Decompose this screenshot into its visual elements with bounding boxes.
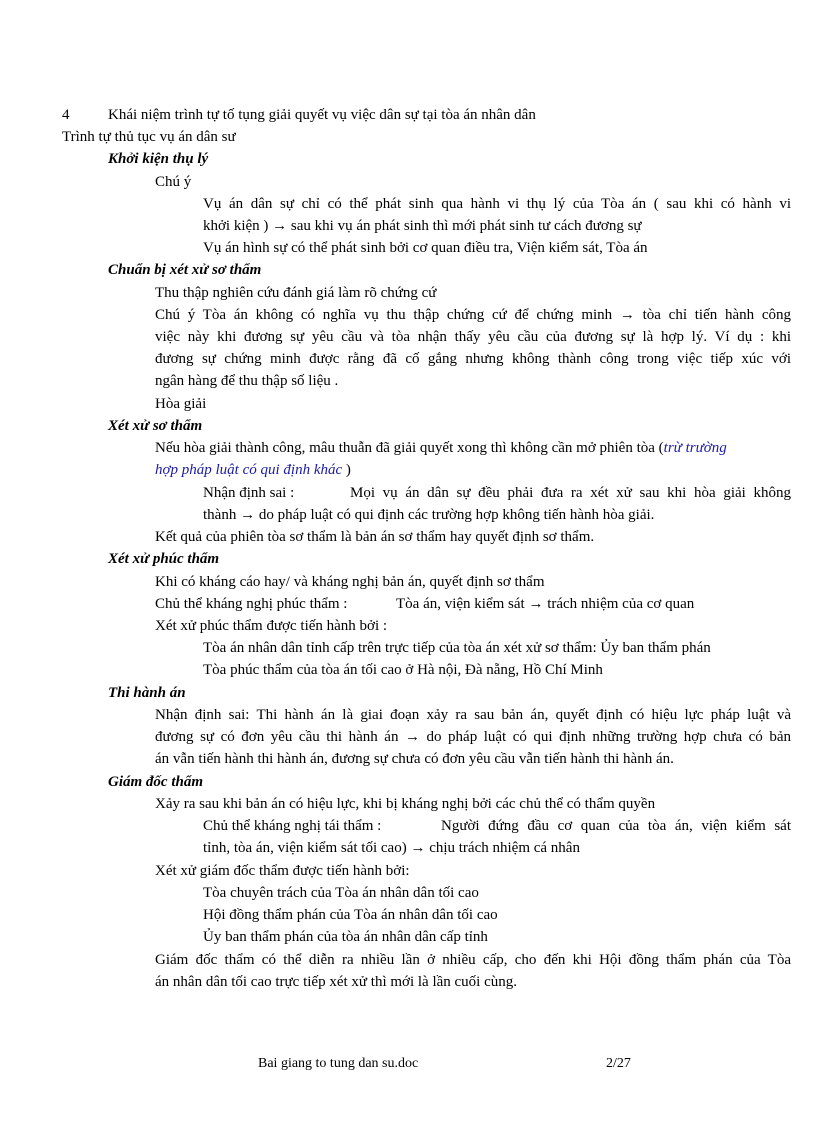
heading-khoi-kien: Khởi kiện thụ lý [108, 151, 209, 167]
paragraph-text: Nếu hòa giải thành công, mâu thuẫn đã giải quyết xong thì không cần mở phiên tòa ( [155, 440, 664, 456]
exception-note: hợp pháp luật có qui định khác [155, 462, 343, 478]
note-label: Chú ý [155, 174, 192, 190]
paragraph: Thu thập nghiên cứu đánh giá làm rõ chứng cứ [155, 285, 437, 301]
paragraph: Kết quả của phiên tòa sơ thẩm là bản án sơ thẩm hay quyết định sơ thẩm. [155, 529, 595, 545]
list-item: Tòa án nhân dân tỉnh cấp trên trực tiếp của tòa án xét xử sơ thẩm: Ủy ban thẩm phán [203, 640, 711, 656]
paragraph: Vụ án dân sự chỉ có thể phát sinh qua hành vi thụ lý của Tòa án ( sau khi có hành vi [203, 196, 791, 212]
paragraph: Xét xử giám đốc thẩm được tiến hành bởi: [155, 863, 410, 879]
heading-chuan-bi: Chuẩn bị xét xử sơ thẩm [108, 262, 262, 278]
paragraph: Xét xử phúc thẩm được tiến hành bởi : [155, 618, 388, 634]
paragraph: Mọi vụ án dân sự đều phải đưa ra xét xử sau khi hòa giải không [350, 485, 791, 501]
section-title: Khái niệm trình tự tố tụng giải quyết vụ việc dân sự tại tòa án nhân dân [108, 107, 536, 123]
paragraph: Người đứng đầu cơ quan của tòa án, viện kiểm sát [441, 818, 791, 834]
paragraph: đương sự chứng minh được rằng đã cố gắng nhưng không thành công trong việc tiếp xúc với [155, 351, 791, 367]
paragraph: án nhân dân tối cao trực tiếp xét xử thì mới là lần cuối cùng. [155, 974, 518, 990]
paragraph: đương sự có đơn yêu cầu thi hành án → do pháp luật có qui định những trường hợp chưa có bản [155, 729, 791, 745]
list-item: Ủy ban thẩm phán của tòa án nhân dân cấp tỉnh [203, 929, 488, 945]
paragraph: án vẫn tiến hành thi hành án, đương sự chưa có đơn yêu cầu vẫn tiến hành thi hành án. [155, 751, 674, 767]
heading-phuc-tham: Xét xử phúc thẩm [108, 551, 220, 567]
list-item: Tòa chuyên trách của Tòa án nhân dân tối cao [203, 885, 479, 901]
paragraph: Chú ý Tòa án không có nghĩa vụ thu thập chứng cứ để chứng minh → tòa chỉ tiến hành công [155, 307, 791, 323]
appeal-subject-label: Chủ thể kháng nghị phúc thẩm : [155, 596, 348, 612]
paragraph: Xảy ra sau khi bản án có hiệu lực, khi bị kháng nghị bởi các chủ thể có thẩm quyền [155, 796, 656, 812]
paragraph [155, 438, 727, 458]
heading-so-tham: Xét xử sơ thẩm [108, 418, 203, 434]
paragraph [155, 460, 351, 480]
wrong-statement-label: Nhận định sai : [203, 485, 295, 501]
list-item: Hội đồng thẩm phán của Tòa án nhân dân tối cao [203, 907, 498, 923]
retrial-subject-label: Chủ thể kháng nghị tái thẩm : [203, 818, 382, 834]
paragraph-text: ) [342, 462, 351, 478]
paragraph: Khi có kháng cáo hay/ và kháng nghị bản án, quyết định sơ thẩm [155, 574, 545, 590]
subtitle: Trình tự thủ tục vụ án dân sư [62, 129, 236, 145]
paragraph: Tòa án, viện kiểm sát → trách nhiệm của cơ quan [396, 596, 695, 612]
paragraph: việc này khi đương sự yêu cầu và tòa nhận thấy yêu cầu của đương sự là hợp lý. Ví dụ : khi [155, 329, 791, 345]
list-item: Tòa phúc thẩm của tòa án tối cao ở Hà nội, Đà nẵng, Hồ Chí Minh [203, 662, 603, 678]
section-number: 4 [62, 107, 70, 123]
paragraph: Giám đốc thẩm có thể diễn ra nhiều lần ở nhiều cấp, cho đến khi Hội đồng thẩm phán của Tòa [155, 952, 791, 968]
paragraph: ngân hàng để thu thập số liệu . [155, 373, 339, 389]
heading-giam-doc-tham: Giám đốc thẩm [108, 774, 204, 790]
paragraph: Vụ án hình sự có thể phát sinh bởi cơ quan điều tra, Viện kiểm sát, Tòa án [203, 240, 648, 256]
paragraph: Nhận định sai: Thi hành án là giai đoạn xảy ra sau bản án, quyết định có hiệu lực pháp luật và [155, 707, 791, 723]
footer-filename: Bai giang to tung dan su.doc [258, 1056, 419, 1071]
paragraph: khởi kiện ) → sau khi vụ án phát sinh thì mới phát sinh tư cách đương sự [203, 218, 642, 234]
paragraph: tỉnh, tòa án, viện kiểm sát tối cao) → chịu trách nhiệm cá nhân [203, 840, 580, 856]
paragraph: thành → do pháp luật có qui định các trường hợp không tiến hành hòa giải. [203, 507, 655, 523]
paragraph: Hòa giải [155, 396, 207, 412]
exception-note: trừ trường [663, 440, 727, 456]
footer-page-number: 2/27 [606, 1056, 631, 1071]
heading-thi-hanh-an: Thi hành án [108, 685, 186, 701]
